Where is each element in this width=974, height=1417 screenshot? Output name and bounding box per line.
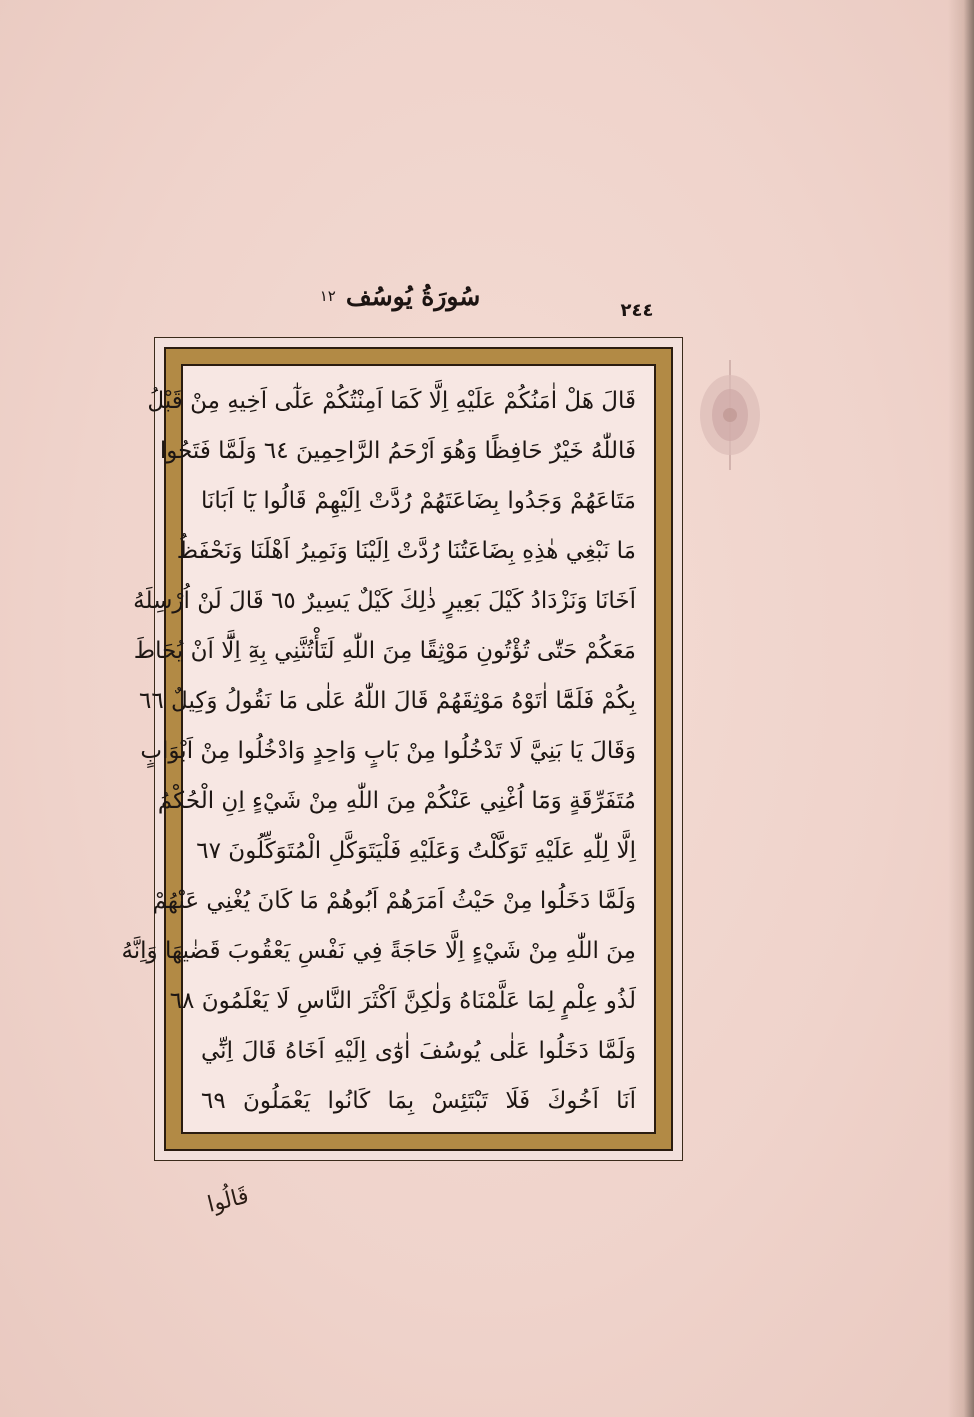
text-line: اَخَانَا وَنَزْدَادُ كَيْلَ بَعِيرٍ ذٰلِكَ كَيْلٌ يَسِيرٌ ٦٥ قَالَ لَنْ اُرْسِلَهُ	[133, 588, 636, 614]
text-lines	[121, 376, 636, 1124]
text-line: لَذُو عِلْمٍ لِمَا عَلَّمْنَاهُ وَلٰكِنَّ اَكْثَرَ النَّاسِ لَا يَعْلَمُونَ ٦٨	[169, 988, 636, 1014]
quran-text-panel	[121, 364, 656, 1134]
page-number: ٢٤٤	[620, 300, 654, 321]
text-line: مِنَ اللّٰهِ مِنْ شَيْءٍ اِلَّا حَاجَةً فِي نَفْسِ يَعْقُوبَ قَضٰيهَا وَاِنَّهُ	[121, 938, 636, 964]
text-line: وَلَمَّا دَخَلُوا مِنْ حَيْثُ اَمَرَهُمْ اَبُوهُمْ مَا كَانَ يُغْنِي عَنْهُمْ	[152, 888, 636, 914]
sura-title: سُورَةُ يُوسُف	[345, 281, 481, 311]
sura-header	[300, 276, 500, 316]
text-line: مَا نَبْغِي هٰذِهِ بِضَاعَتُنَا رُدَّتْ اِلَيْنَا وَنَمِيرُ اَهْلَنَا وَنَحْفَظُ	[176, 538, 636, 564]
text-line: اَنَا اَخُوكَ فَلَا تَبْتَئِسْ بِمَا كَانُوا يَعْمَلُونَ ٦٩	[201, 1088, 636, 1114]
text-line: مَتَاعَهُمْ وَجَدُوا بِضَاعَتَهُمْ رُدَّتْ اِلَيْهِمْ قَالُوا يَٓا اَبَانَا	[201, 488, 636, 514]
text-line: بِكُمْ فَلَمَّٓا اٰتَوْهُ مَوْثِقَهُمْ قَالَ اللّٰهُ عَلٰى مَا نَقُولُ وَكِيلٌ ٦٦	[139, 688, 636, 714]
text-line: مُتَفَرِّقَةٍ وَمَٓا اُغْنِي عَنْكُمْ مِنَ اللّٰهِ مِنْ شَيْءٍ اِنِ الْحُكْمُ	[157, 788, 636, 814]
text-line: وَقَالَ يَا بَنِيَّ لَا تَدْخُلُوا مِنْ بَابٍ وَاحِدٍ وَادْخُلُوا مِنْ اَبْوَابٍ	[140, 738, 636, 764]
text-line: مَعَكُمْ حَتّٰى تُؤْتُونِ مَوْثِقًا مِنَ اللّٰهِ لَتَأْتُنَّنِي بِهِٓ اِلَّٓا اَنْ يُحَاطَ	[133, 638, 636, 664]
margin-ornament-icon	[697, 360, 763, 470]
text-line: قَالَ هَلْ اٰمَنُكُمْ عَلَيْهِ اِلَّا كَمَا اَمِنْتُكُمْ عَلٰٓى اَخِيهِ مِنْ قَبْلُ	[147, 388, 636, 414]
text-line: اِلَّا لِلّٰهِ عَلَيْهِ تَوَكَّلْتُ وَعَلَيْهِ فَلْيَتَوَكَّلِ الْمُتَوَكِّلُونَ ٦٧	[196, 838, 636, 864]
catchword: قَالُوا	[205, 1183, 252, 1218]
text-line: وَلَمَّا دَخَلُوا عَلٰى يُوسُفَ اٰوٰٓى اِلَيْهِ اَخَاهُ قَالَ اِنِّٓي	[201, 1038, 636, 1064]
text-line: فَاللّٰهُ خَيْرٌ حَافِظًا وَهُوَ اَرْحَمُ الرَّاحِمِينَ ٦٤ وَلَمَّا فَتَحُوا	[159, 438, 636, 464]
page-edge-shadow	[948, 0, 974, 1417]
sura-number: ١٢	[319, 287, 336, 305]
